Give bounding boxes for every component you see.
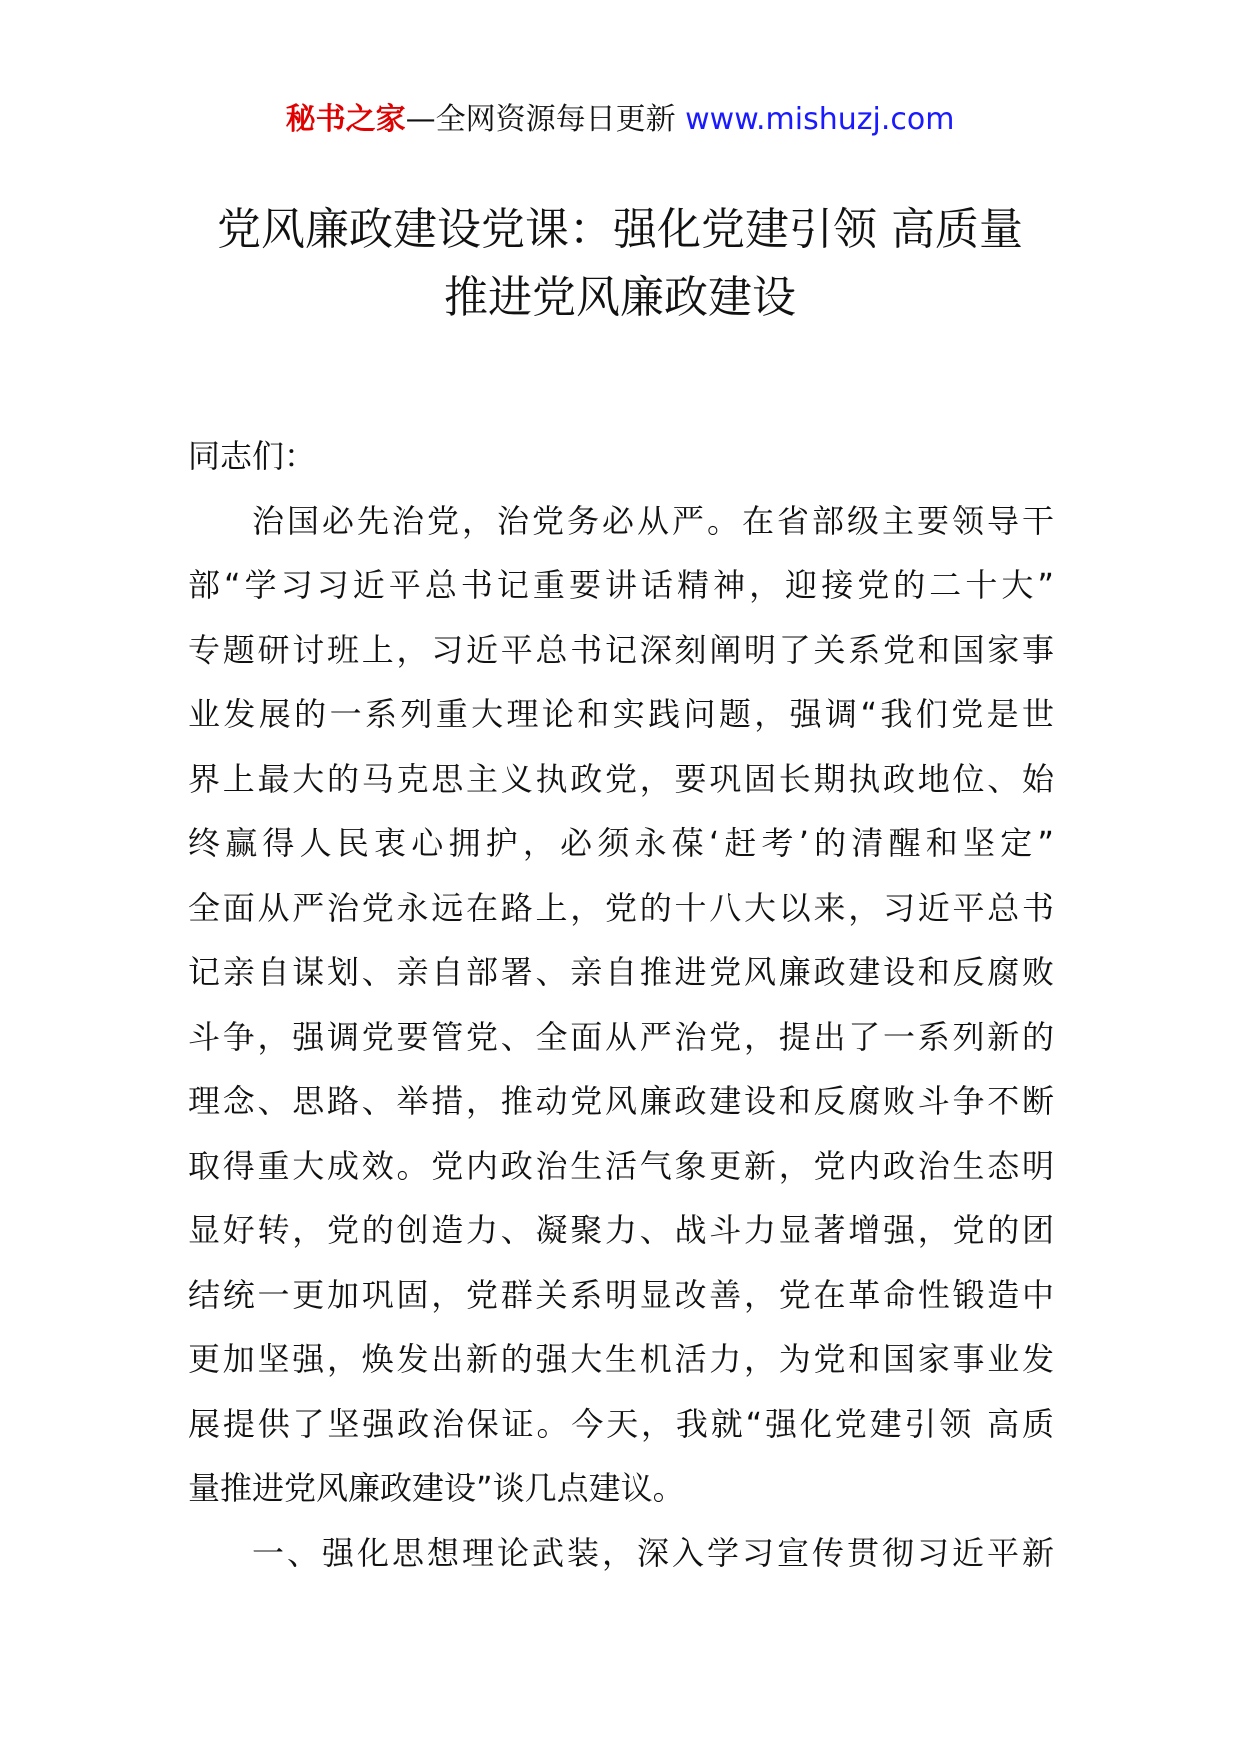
- paragraph-line: 展提供了坚强政治保证。今天，我就“强化党建引领 高质: [188, 1404, 1054, 1443]
- title-line: 推进党风廉政建设: [444, 272, 796, 323]
- paragraph-line: 治国必先治党，治党务必从严。在省部级主要领导干: [252, 501, 1054, 540]
- paragraph-line: 理念、思路、举措，推动党风廉政建设和反腐败斗争不断: [188, 1082, 1054, 1120]
- site-brand: 秘书之家: [285, 102, 406, 137]
- section-1-heading: 一、强化思想理论武装，深入学习宣传贯彻习近平新: [252, 1533, 1054, 1572]
- paragraph-line: 界上最大的马克思主义执政党，要巩固长期执政地位、始: [188, 759, 1054, 798]
- paragraph-line: 部“学习习近平总书记重要讲话精神，迎接党的二十大”: [188, 566, 1054, 604]
- paragraph-line: 终赢得人民衷心拥护，必须永葆‘赶考’的清醒和坚定”: [188, 824, 1054, 862]
- site-url-link[interactable]: www.mishuzj.com: [685, 102, 955, 137]
- paragraph-line: 取得重大成效。党内政治生活气象更新，党内政治生态明: [188, 1146, 1054, 1185]
- site-tagline: —全网资源每日更新: [405, 102, 686, 137]
- paragraph-line: 斗争，强调党要管党、全面从严治党，提出了一系列新的: [188, 1017, 1054, 1056]
- document-title: [140, 196, 1100, 332]
- document-body: [188, 424, 1054, 1585]
- paragraph-line: 显好转，党的创造力、凝聚力、战斗力显著增强，党的团: [188, 1211, 1054, 1249]
- paragraph-line: 量推进党风廉政建设”谈几点建议。: [188, 1469, 685, 1507]
- title-line: 党风廉政建设党课：强化党建引领 高质量: [217, 204, 1023, 255]
- salutation: 同志们：: [188, 437, 317, 475]
- paragraph-line: 专题研讨班上，习近平总书记深刻阐明了关系党和国家事: [188, 630, 1054, 669]
- paragraph-line: 业发展的一系列重大理论和实践问题，强调“我们党是世: [188, 695, 1054, 733]
- paragraph-1: [188, 489, 1054, 1521]
- site-header: [0, 100, 1240, 140]
- paragraph-line: 记亲自谋划、亲自部署、亲自推进党风廉政建设和反腐败: [188, 953, 1054, 991]
- paragraph-line: 更加坚强，焕发出新的强大生机活力，为党和国家事业发: [188, 1340, 1054, 1378]
- paragraph-line: 结统一更加巩固，党群关系明显改善，党在革命性锻造中: [188, 1275, 1054, 1314]
- paragraph-line: 全面从严治党永远在路上，党的十八大以来，习近平总书: [188, 888, 1054, 927]
